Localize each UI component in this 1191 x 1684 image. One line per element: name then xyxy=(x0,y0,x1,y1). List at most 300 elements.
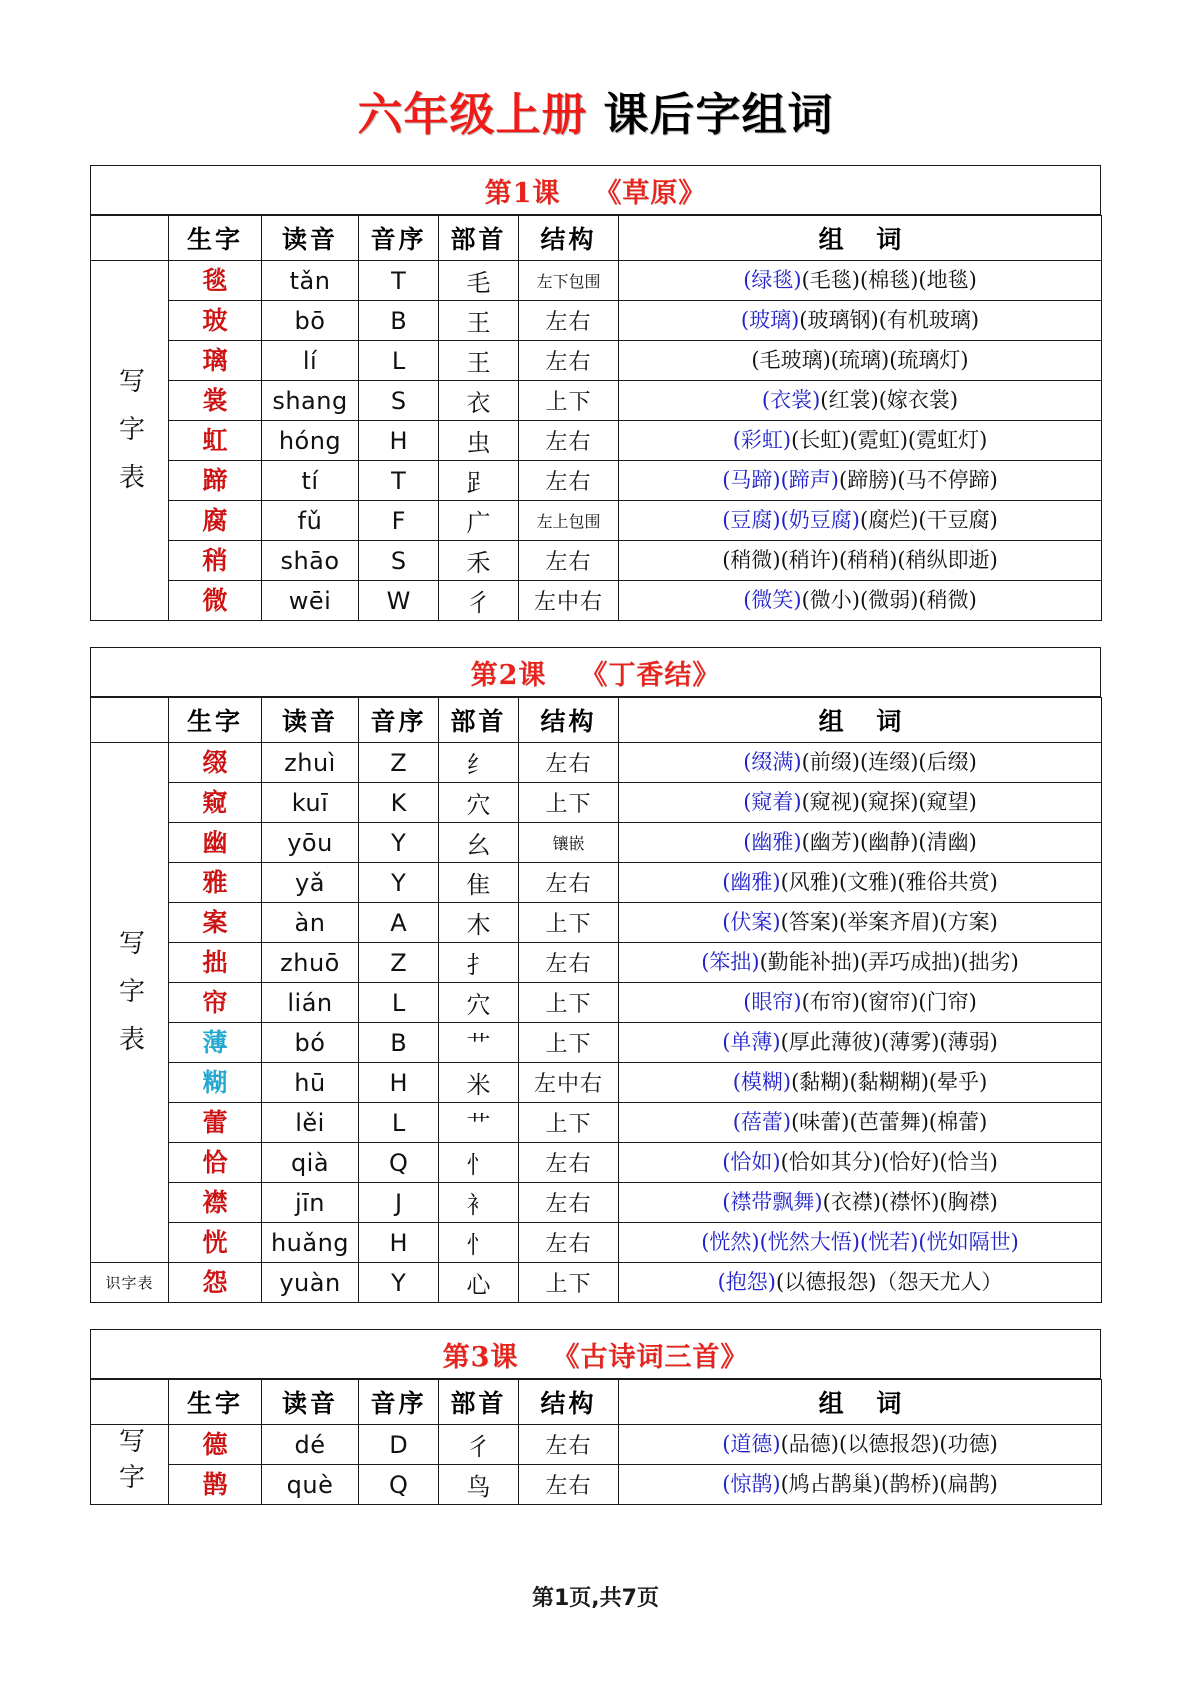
word-group: (蹄声) xyxy=(780,467,839,492)
cell-words xyxy=(619,1465,1102,1505)
header-words: 组 词 xyxy=(619,216,1102,261)
cell-character: 蕾 xyxy=(169,1103,262,1143)
word-group: (鸠占鹊巢) xyxy=(780,1471,881,1496)
cell-initial-letter: Y xyxy=(359,823,439,863)
cell-structure: 上下 xyxy=(519,783,619,823)
cell-character: 帘 xyxy=(169,983,262,1023)
cell-radical: 禾 xyxy=(439,541,519,581)
header-pinyin: 读音 xyxy=(262,216,359,261)
word-group: (黏糊糊) xyxy=(849,1069,929,1094)
cell-initial-letter: Y xyxy=(359,863,439,903)
lesson-heading xyxy=(91,648,1101,697)
word-group: (马不停蹄) xyxy=(897,467,998,492)
cell-pinyin: bó xyxy=(262,1023,359,1063)
word-group: (窥探) xyxy=(860,789,919,814)
lesson-block xyxy=(90,165,1101,621)
word-group: (马蹄) xyxy=(722,467,781,492)
word-group: (长虹) xyxy=(791,427,850,452)
cell-structure: 左右 xyxy=(519,1143,619,1183)
word-group: (恰如其分) xyxy=(780,1149,881,1174)
cell-initial-letter: A xyxy=(359,903,439,943)
word-group: (恰如) xyxy=(722,1149,781,1174)
table-row xyxy=(91,421,1102,461)
cell-pinyin: lěi xyxy=(262,1103,359,1143)
page-title-grade: 六年级上册 xyxy=(357,88,588,141)
lesson-tables xyxy=(90,165,1101,1505)
cell-initial-letter: Q xyxy=(359,1465,439,1505)
lesson-word-table xyxy=(90,1379,1102,1505)
cell-radical: 心 xyxy=(439,1263,519,1303)
cell-structure: 左右 xyxy=(519,421,619,461)
cell-words xyxy=(619,1103,1102,1143)
table-row xyxy=(91,903,1102,943)
lesson-number: 第2课 xyxy=(470,659,547,691)
word-group: (琉璃灯) xyxy=(889,347,969,372)
cell-structure: 左右 xyxy=(519,863,619,903)
cell-words xyxy=(619,541,1102,581)
header-seq: 音序 xyxy=(359,1380,439,1425)
cell-character: 虹 xyxy=(169,421,262,461)
cell-pinyin: huǎng xyxy=(262,1223,359,1263)
word-group: (味蕾) xyxy=(791,1109,850,1134)
word-group: (恍然) xyxy=(701,1229,760,1254)
word-group: (霓虹) xyxy=(849,427,908,452)
cell-radical: 鸟 xyxy=(439,1465,519,1505)
cell-initial-letter: L xyxy=(359,983,439,1023)
cell-initial-letter: S xyxy=(359,381,439,421)
word-group: (品德) xyxy=(780,1431,839,1456)
table-row xyxy=(91,823,1102,863)
cell-radical: 衤 xyxy=(439,1183,519,1223)
word-group: (恍然大悟) xyxy=(759,1229,860,1254)
cell-structure: 左右 xyxy=(519,1183,619,1223)
cell-structure: 左右 xyxy=(519,1223,619,1263)
table-row xyxy=(91,1465,1102,1505)
cell-pinyin: zhuì xyxy=(262,743,359,783)
word-group: (模糊) xyxy=(732,1069,792,1094)
page-footer: 第1页,共7页 xyxy=(532,1586,659,1611)
table-row xyxy=(91,541,1102,581)
section-label-writing xyxy=(91,1425,169,1505)
cell-structure: 左右 xyxy=(519,943,619,983)
cell-character: 蹄 xyxy=(169,461,262,501)
cell-character: 襟 xyxy=(169,1183,262,1223)
header-words: 组 词 xyxy=(619,1380,1102,1425)
cell-radical: 幺 xyxy=(439,823,519,863)
header-words: 组 词 xyxy=(619,698,1102,743)
cell-words xyxy=(619,863,1102,903)
cell-structure: 上下 xyxy=(519,983,619,1023)
word-group: (弄巧成拙) xyxy=(860,949,961,974)
cell-pinyin: yōu xyxy=(262,823,359,863)
cell-character: 糊 xyxy=(169,1063,262,1103)
cell-initial-letter: K xyxy=(359,783,439,823)
word-group: (奶豆腐) xyxy=(780,507,860,532)
cell-initial-letter: Y xyxy=(359,1263,439,1303)
word-group: (胸襟) xyxy=(939,1189,998,1214)
cell-initial-letter: T xyxy=(359,261,439,301)
word-group: (稍微) xyxy=(722,547,781,572)
table-row xyxy=(91,1103,1102,1143)
cell-radical: 彳 xyxy=(439,581,519,621)
cell-initial-letter: L xyxy=(359,1103,439,1143)
word-group: (薄雾) xyxy=(881,1029,940,1054)
cell-character: 稍 xyxy=(169,541,262,581)
word-group: (红裳) xyxy=(820,387,879,412)
header-blank xyxy=(91,1380,169,1425)
word-group: (连缀) xyxy=(860,749,919,774)
table-row xyxy=(91,381,1102,421)
cell-pinyin: tí xyxy=(262,461,359,501)
word-group: (晕乎) xyxy=(928,1069,988,1094)
header-zi: 生字 xyxy=(169,1380,262,1425)
cell-structure: 左中右 xyxy=(519,581,619,621)
word-group: (缀满) xyxy=(743,749,802,774)
cell-initial-letter: Z xyxy=(359,943,439,983)
cell-pinyin: hū xyxy=(262,1063,359,1103)
lesson-heading-table xyxy=(90,647,1101,697)
cell-pinyin: wēi xyxy=(262,581,359,621)
cell-pinyin: lián xyxy=(262,983,359,1023)
word-group: (以德报怨) xyxy=(839,1431,940,1456)
page-title-subject: 课后字组词 xyxy=(603,88,834,141)
cell-character: 璃 xyxy=(169,341,262,381)
cell-radical: 王 xyxy=(439,301,519,341)
cell-radical: 米 xyxy=(439,1063,519,1103)
cell-words xyxy=(619,341,1102,381)
cell-radical: 王 xyxy=(439,341,519,381)
cell-radical: 广 xyxy=(439,501,519,541)
cell-structure: 左右 xyxy=(519,341,619,381)
cell-character: 恰 xyxy=(169,1143,262,1183)
word-group: (稍许) xyxy=(780,547,839,572)
lesson-title: 《古诗词三首》 xyxy=(552,1341,749,1373)
cell-structure: 上下 xyxy=(519,903,619,943)
section-label-text: 写字表 xyxy=(114,366,145,511)
lesson-block xyxy=(90,1329,1101,1505)
cell-words xyxy=(619,1223,1102,1263)
word-group: (襟带飘舞) xyxy=(722,1189,823,1214)
word-group: (幽雅) xyxy=(743,829,802,854)
header-pinyin: 读音 xyxy=(262,1380,359,1425)
word-group: (恰当) xyxy=(939,1149,998,1174)
cell-pinyin: jīn xyxy=(262,1183,359,1223)
word-group: (单薄) xyxy=(722,1029,781,1054)
cell-radical: 扌 xyxy=(439,943,519,983)
cell-words xyxy=(619,983,1102,1023)
cell-words xyxy=(619,1183,1102,1223)
word-group: (霓虹灯) xyxy=(907,427,988,452)
cell-words xyxy=(619,1263,1102,1303)
cell-pinyin: dé xyxy=(262,1425,359,1465)
cell-radical: 木 xyxy=(439,903,519,943)
lesson-title: 《丁香结》 xyxy=(580,659,721,691)
cell-structure: 左中右 xyxy=(519,1063,619,1103)
word-group: (窥望) xyxy=(918,789,977,814)
table-row xyxy=(91,1143,1102,1183)
word-group: (玻璃) xyxy=(740,307,800,332)
lesson-heading xyxy=(91,1330,1101,1379)
table-row xyxy=(91,461,1102,501)
word-group: (蹄膀) xyxy=(839,467,898,492)
cell-structure: 上下 xyxy=(519,1263,619,1303)
cell-words xyxy=(619,1143,1102,1183)
word-group: (恍如隔世) xyxy=(918,1229,1019,1254)
table-header-row xyxy=(91,1380,1102,1425)
cell-words xyxy=(619,783,1102,823)
word-group: (琉璃) xyxy=(830,347,890,372)
header-blank xyxy=(91,216,169,261)
table-row xyxy=(91,783,1102,823)
cell-radical: 纟 xyxy=(439,743,519,783)
cell-pinyin: yuàn xyxy=(262,1263,359,1303)
table-row xyxy=(91,863,1102,903)
cell-structure: 左右 xyxy=(519,461,619,501)
cell-structure: 左下包围 xyxy=(519,261,619,301)
cell-words xyxy=(619,903,1102,943)
cell-words xyxy=(619,381,1102,421)
word-group: (厚此薄彼) xyxy=(780,1029,881,1054)
word-group: (清幽) xyxy=(918,829,977,854)
word-group: (惊鹊) xyxy=(722,1471,781,1496)
word-group: (恍若) xyxy=(860,1229,919,1254)
cell-pinyin: tǎn xyxy=(262,261,359,301)
word-group: (笨拙) xyxy=(701,949,760,974)
cell-initial-letter: L xyxy=(359,341,439,381)
cell-character: 腐 xyxy=(169,501,262,541)
cell-initial-letter: B xyxy=(359,301,439,341)
cell-structure: 左右 xyxy=(519,301,619,341)
word-group: (道德) xyxy=(722,1431,781,1456)
lesson-word-table xyxy=(90,215,1102,621)
word-group: (幽芳) xyxy=(801,829,860,854)
cell-pinyin: bō xyxy=(262,301,359,341)
cell-structure: 上下 xyxy=(519,381,619,421)
cell-structure: 上下 xyxy=(519,1103,619,1143)
cell-radical: 穴 xyxy=(439,983,519,1023)
cell-pinyin: què xyxy=(262,1465,359,1505)
word-group: (有机玻璃) xyxy=(878,307,980,332)
cell-character: 毯 xyxy=(169,261,262,301)
cell-character: 雅 xyxy=(169,863,262,903)
cell-pinyin: qià xyxy=(262,1143,359,1183)
word-group: (微弱) xyxy=(860,587,919,612)
word-group: (彩虹) xyxy=(732,427,792,452)
word-group: (功德) xyxy=(939,1431,998,1456)
table-row xyxy=(91,1263,1102,1303)
word-group: (抱怨) xyxy=(717,1269,776,1294)
section-label-writing xyxy=(91,261,169,621)
cell-structure: 上下 xyxy=(519,1023,619,1063)
word-group: (衣裳) xyxy=(761,387,821,412)
cell-radical: 𧾷 xyxy=(439,461,519,501)
table-header-row xyxy=(91,216,1102,261)
cell-pinyin: yǎ xyxy=(262,863,359,903)
cell-structure: 左右 xyxy=(519,541,619,581)
cell-radical: 虫 xyxy=(439,421,519,461)
cell-initial-letter: H xyxy=(359,421,439,461)
cell-character: 拙 xyxy=(169,943,262,983)
lesson-title: 《草原》 xyxy=(594,177,707,209)
cell-words xyxy=(619,823,1102,863)
cell-pinyin: kuī xyxy=(262,783,359,823)
table-row xyxy=(91,1023,1102,1063)
cell-words xyxy=(619,1023,1102,1063)
section-label-text: 写字表 xyxy=(114,928,145,1073)
word-group: (衣襟) xyxy=(822,1189,881,1214)
cell-radical: 忄 xyxy=(439,1143,519,1183)
word-group: (豆腐) xyxy=(722,507,781,532)
header-pinyin: 读音 xyxy=(262,698,359,743)
cell-character: 恍 xyxy=(169,1223,262,1263)
table-row xyxy=(91,943,1102,983)
cell-pinyin: zhuō xyxy=(262,943,359,983)
word-group: (以德报怨) xyxy=(776,1269,877,1294)
word-group: (窥视) xyxy=(801,789,860,814)
word-group: (窥着) xyxy=(743,789,802,814)
word-group: (举案齐眉) xyxy=(839,909,940,934)
cell-words xyxy=(619,461,1102,501)
cell-initial-letter: S xyxy=(359,541,439,581)
word-group: (伏案) xyxy=(722,909,781,934)
table-row xyxy=(91,1183,1102,1223)
word-group: (前缀) xyxy=(801,749,860,774)
cell-pinyin: lí xyxy=(262,341,359,381)
table-row xyxy=(91,261,1102,301)
word-group: (鹊桥) xyxy=(881,1471,940,1496)
cell-words xyxy=(619,501,1102,541)
lesson-block xyxy=(90,647,1101,1303)
header-structure: 结构 xyxy=(519,698,619,743)
word-group: (绿毯) xyxy=(743,267,802,292)
header-radical: 部首 xyxy=(439,216,519,261)
cell-character: 窥 xyxy=(169,783,262,823)
cell-character: 缀 xyxy=(169,743,262,783)
section-label-writing xyxy=(91,743,169,1263)
word-group: (襟怀) xyxy=(881,1189,940,1214)
word-group: (方案) xyxy=(939,909,998,934)
word-group: (幽静) xyxy=(860,829,919,854)
page-title xyxy=(90,0,1101,165)
cell-pinyin: fǔ xyxy=(262,501,359,541)
cell-initial-letter: H xyxy=(359,1063,439,1103)
word-group: (拙劣) xyxy=(960,949,1019,974)
word-group: (薄弱) xyxy=(939,1029,998,1054)
cell-words xyxy=(619,1063,1102,1103)
word-group: (恰好) xyxy=(881,1149,940,1174)
cell-initial-letter: T xyxy=(359,461,439,501)
table-header-row xyxy=(91,698,1102,743)
cell-initial-letter: F xyxy=(359,501,439,541)
header-radical: 部首 xyxy=(439,698,519,743)
cell-words xyxy=(619,301,1102,341)
word-group: (黏糊) xyxy=(791,1069,850,1094)
cell-initial-letter: J xyxy=(359,1183,439,1223)
word-group: (嫁衣裳) xyxy=(878,387,959,412)
cell-radical: 彳 xyxy=(439,1425,519,1465)
word-group: (毛玻璃) xyxy=(751,347,831,372)
cell-character: 怨 xyxy=(169,1263,262,1303)
cell-character: 幽 xyxy=(169,823,262,863)
cell-radical: 艹 xyxy=(439,1103,519,1143)
cell-words xyxy=(619,261,1102,301)
cell-words xyxy=(619,743,1102,783)
cell-initial-letter: Z xyxy=(359,743,439,783)
word-group: (后缀) xyxy=(918,749,977,774)
header-zi: 生字 xyxy=(169,698,262,743)
lesson-heading-table xyxy=(90,165,1101,215)
word-group: (眼帘) xyxy=(743,989,802,1014)
lesson-heading xyxy=(91,166,1101,215)
table-row xyxy=(91,301,1102,341)
word-group: (雅俗共赏) xyxy=(897,869,998,894)
cell-words xyxy=(619,1425,1102,1465)
cell-pinyin: hóng xyxy=(262,421,359,461)
cell-initial-letter: B xyxy=(359,1023,439,1063)
word-group: (勤能补拙) xyxy=(759,949,860,974)
header-seq: 音序 xyxy=(359,698,439,743)
word-group: (窗帘) xyxy=(860,989,919,1014)
cell-pinyin: shang xyxy=(262,381,359,421)
row-section-label xyxy=(91,1263,169,1303)
cell-initial-letter: D xyxy=(359,1425,439,1465)
word-group: (棉蕾) xyxy=(928,1109,988,1134)
section-label-text: 识字表 xyxy=(105,1274,154,1292)
word-group: (干豆腐) xyxy=(918,507,998,532)
cell-radical: 隹 xyxy=(439,863,519,903)
header-radical: 部首 xyxy=(439,1380,519,1425)
word-group: (蓓蕾) xyxy=(732,1109,792,1134)
cell-radical: 忄 xyxy=(439,1223,519,1263)
word-group: (文雅) xyxy=(839,869,898,894)
word-group: (稍稍) xyxy=(839,547,898,572)
word-group: (答案) xyxy=(780,909,839,934)
cell-structure: 左右 xyxy=(519,1465,619,1505)
cell-structure: 左右 xyxy=(519,743,619,783)
word-group: (芭蕾舞) xyxy=(849,1109,929,1134)
cell-initial-letter: Q xyxy=(359,1143,439,1183)
cell-structure: 左上包围 xyxy=(519,501,619,541)
word-group: (扁鹊) xyxy=(939,1471,998,1496)
table-row xyxy=(91,341,1102,381)
cell-radical: 艹 xyxy=(439,1023,519,1063)
table-row xyxy=(91,983,1102,1023)
word-group: (玻璃钢) xyxy=(799,307,879,332)
cell-words xyxy=(619,581,1102,621)
word-group: (幽雅) xyxy=(722,869,781,894)
cell-initial-letter: W xyxy=(359,581,439,621)
word-group: (微笑) xyxy=(743,587,802,612)
cell-character: 裳 xyxy=(169,381,262,421)
header-zi: 生字 xyxy=(169,216,262,261)
table-row xyxy=(91,501,1102,541)
table-row xyxy=(91,743,1102,783)
cell-structure: 镶嵌 xyxy=(519,823,619,863)
cell-radical: 穴 xyxy=(439,783,519,823)
section-label-text: 写字 xyxy=(114,1426,145,1499)
word-group: (微小) xyxy=(801,587,860,612)
cell-structure: 左右 xyxy=(519,1425,619,1465)
cell-character: 德 xyxy=(169,1425,262,1465)
word-group: （怨天尤人） xyxy=(876,1269,1003,1294)
cell-character: 玻 xyxy=(169,301,262,341)
cell-words xyxy=(619,943,1102,983)
cell-character: 案 xyxy=(169,903,262,943)
header-seq: 音序 xyxy=(359,216,439,261)
cell-words xyxy=(619,421,1102,461)
header-structure: 结构 xyxy=(519,216,619,261)
word-group: (门帘) xyxy=(918,989,977,1014)
